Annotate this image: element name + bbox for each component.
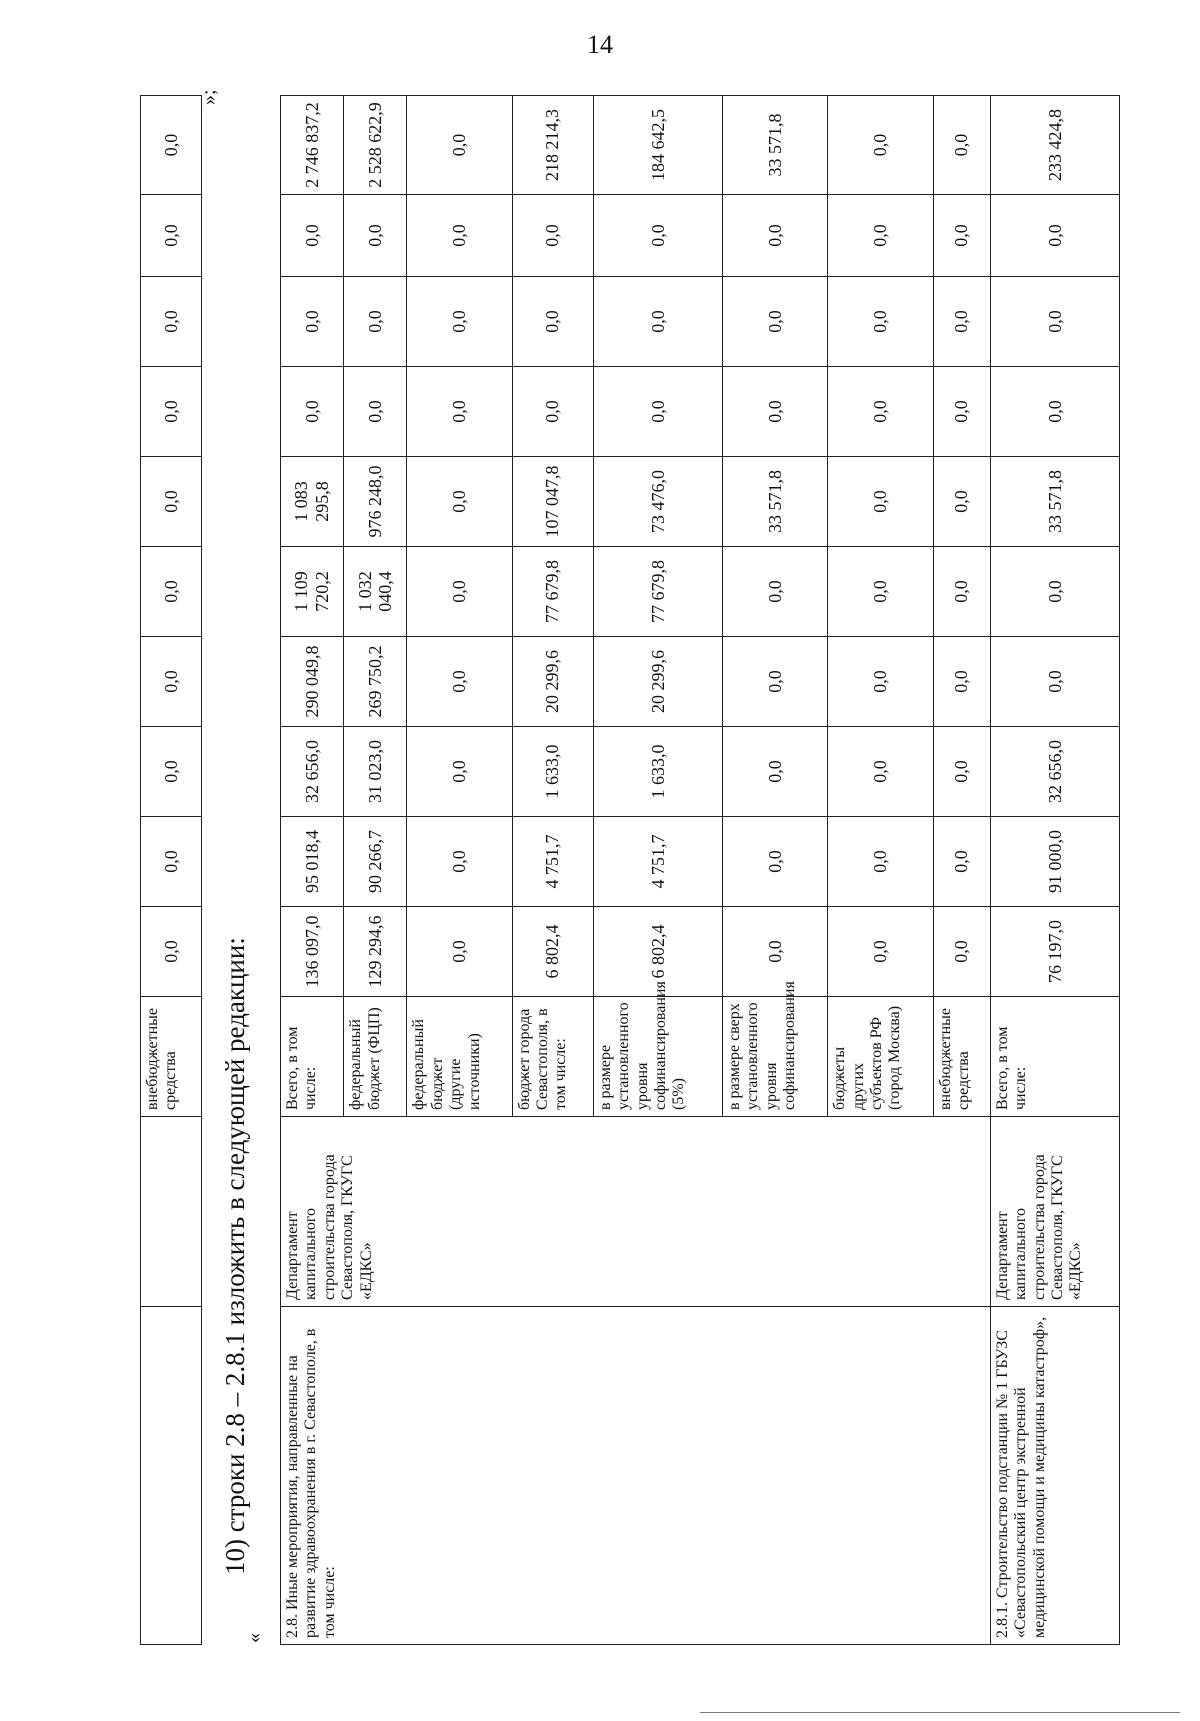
- item-description-cell: 2.8. Иные мероприятия, направленные на развитие здравоохранения в г. Севастополе, в том числе:: [281, 1307, 991, 1645]
- funding-source-cell: бюджет города Севастополя, в том числе:: [512, 997, 593, 1117]
- fragment-value: 0,0: [141, 457, 202, 547]
- year-value-cell: 0,0: [828, 817, 933, 907]
- year-value-cell: 0,0: [828, 907, 933, 997]
- year-value-cell: 0,0: [933, 907, 990, 997]
- total-value-cell: 0,0: [828, 96, 933, 195]
- year-value-cell: 76 197,0: [990, 907, 1119, 997]
- year-value-cell: 4 751,7: [593, 817, 722, 907]
- year-value-cell: 1 032 040,4: [344, 547, 407, 637]
- year-value-cell: 0,0: [990, 195, 1119, 277]
- year-value-cell: 20 299,6: [593, 637, 722, 727]
- year-value-cell: 6 802,4: [512, 907, 593, 997]
- year-value-cell: 0,0: [407, 547, 512, 637]
- year-value-cell: 0,0: [723, 727, 828, 817]
- year-value-cell: 90 266,7: [344, 817, 407, 907]
- year-value-cell: 0,0: [933, 637, 990, 727]
- year-value-cell: 0,0: [828, 727, 933, 817]
- year-value-cell: 0,0: [593, 367, 722, 457]
- page-number: 14: [587, 30, 613, 59]
- year-value-cell: 0,0: [407, 817, 512, 907]
- year-value-cell: 0,0: [593, 277, 722, 367]
- year-value-cell: 0,0: [593, 195, 722, 277]
- funding-source-cell: в размере сверх установленного уровня софинансирования: [723, 997, 828, 1117]
- year-value-cell: 269 750,2: [344, 637, 407, 727]
- fragment-value: 0,0: [141, 907, 202, 997]
- fragment-row: [141, 96, 202, 1645]
- executor-cell: Департамент капитального строительства города Севастополя, ГКУГС «ЕДКС»: [281, 1117, 991, 1307]
- year-value-cell: 6 802,4: [593, 907, 722, 997]
- year-value-cell: 0,0: [990, 547, 1119, 637]
- financing-table: [280, 95, 1120, 1645]
- funding-source-cell: бюджеты других субъектов РФ (город Москва): [828, 997, 933, 1117]
- year-value-cell: 95 018,4: [281, 817, 344, 907]
- year-value-cell: 0,0: [990, 277, 1119, 367]
- total-value-cell: 33 571,8: [723, 96, 828, 195]
- total-value-cell: 0,0: [933, 96, 990, 195]
- year-value-cell: 976 248,0: [344, 457, 407, 547]
- fragment-value: 0,0: [141, 96, 202, 195]
- closing-quote: »;: [198, 89, 220, 105]
- total-value-cell: 2 746 837,2: [281, 96, 344, 195]
- total-value-cell: 233 424,8: [990, 96, 1119, 195]
- year-value-cell: 4 751,7: [512, 817, 593, 907]
- year-value-cell: 0,0: [407, 907, 512, 997]
- year-value-cell: 32 656,0: [281, 727, 344, 817]
- year-value-cell: 0,0: [281, 195, 344, 277]
- year-value-cell: 0,0: [344, 367, 407, 457]
- year-value-cell: 0,0: [723, 637, 828, 727]
- opening-quote: «: [243, 1633, 265, 1643]
- year-value-cell: 0,0: [933, 817, 990, 907]
- total-value-cell: 2 528 622,9: [344, 96, 407, 195]
- fragment-item-cell: [141, 1307, 202, 1645]
- year-value-cell: 136 097,0: [281, 907, 344, 997]
- year-value-cell: 32 656,0: [990, 727, 1119, 817]
- year-value-cell: 0,0: [723, 907, 828, 997]
- year-value-cell: 0,0: [828, 457, 933, 547]
- year-value-cell: 0,0: [828, 367, 933, 457]
- funding-source-cell: внебюджетные средства: [933, 997, 990, 1117]
- amendment-heading: 10) строки 2.8 – 2.8.1 изложить в следующей редакции:: [220, 937, 250, 1575]
- year-value-cell: 0,0: [828, 637, 933, 727]
- previous-table-fragment: [140, 95, 202, 1645]
- year-value-cell: 77 679,8: [512, 547, 593, 637]
- fragment-value: 0,0: [141, 817, 202, 907]
- year-value-cell: 0,0: [512, 195, 593, 277]
- year-value-cell: 33 571,8: [990, 457, 1119, 547]
- year-value-cell: 0,0: [723, 277, 828, 367]
- year-value-cell: 0,0: [933, 277, 990, 367]
- year-value-cell: 1 633,0: [593, 727, 722, 817]
- rotated-landscape-page: [140, 89, 1140, 1645]
- footer-rule: [700, 1712, 1180, 1713]
- total-value-cell: 218 214,3: [512, 96, 593, 195]
- year-value-cell: 0,0: [723, 547, 828, 637]
- total-value-cell: 0,0: [407, 96, 512, 195]
- year-value-cell: 0,0: [723, 817, 828, 907]
- year-value-cell: 0,0: [407, 727, 512, 817]
- year-value-cell: 73 476,0: [593, 457, 722, 547]
- year-value-cell: 0,0: [990, 367, 1119, 457]
- year-value-cell: 0,0: [407, 195, 512, 277]
- year-value-cell: 107 047,8: [512, 457, 593, 547]
- year-value-cell: 31 023,0: [344, 727, 407, 817]
- funding-source-cell: в размере установленного уровня софинансирования (5%): [593, 997, 722, 1117]
- table-row: [990, 96, 1119, 1645]
- fragment-source-cell: внебюджетные средства: [141, 997, 202, 1117]
- year-value-cell: 0,0: [407, 277, 512, 367]
- year-value-cell: 290 049,8: [281, 637, 344, 727]
- year-value-cell: 0,0: [512, 277, 593, 367]
- year-value-cell: 0,0: [407, 367, 512, 457]
- fragment-value: 0,0: [141, 727, 202, 817]
- year-value-cell: 20 299,6: [512, 637, 593, 727]
- year-value-cell: 0,0: [933, 727, 990, 817]
- year-value-cell: 91 000,0: [990, 817, 1119, 907]
- year-value-cell: 33 571,8: [723, 457, 828, 547]
- total-value-cell: 184 642,5: [593, 96, 722, 195]
- year-value-cell: 0,0: [828, 547, 933, 637]
- year-value-cell: 0,0: [990, 637, 1119, 727]
- item-description-cell: 2.8.1. Строительство подстанции № 1 ГБУЗС «Севастопольский центр экстренной медицинской помощи и медицины катастроф»,: [990, 1307, 1119, 1645]
- funding-source-cell: Всего, в том числе:: [281, 997, 344, 1117]
- year-value-cell: 77 679,8: [593, 547, 722, 637]
- funding-source-cell: федеральный бюджет (другие источники): [407, 997, 512, 1117]
- year-value-cell: 0,0: [828, 195, 933, 277]
- funding-source-cell: федеральный бюджет (ФЦП): [344, 997, 407, 1117]
- year-value-cell: 0,0: [344, 277, 407, 367]
- year-value-cell: 0,0: [344, 195, 407, 277]
- fragment-executor-cell: [141, 1117, 202, 1307]
- year-value-cell: 0,0: [933, 547, 990, 637]
- year-value-cell: 1 109 720,2: [281, 547, 344, 637]
- year-value-cell: 0,0: [933, 195, 990, 277]
- fragment-value: 0,0: [141, 195, 202, 277]
- year-value-cell: 0,0: [933, 367, 990, 457]
- year-value-cell: 0,0: [407, 457, 512, 547]
- fragment-value: 0,0: [141, 547, 202, 637]
- year-value-cell: 1 083 295,8: [281, 457, 344, 547]
- table-row: [281, 96, 344, 1645]
- year-value-cell: 0,0: [723, 195, 828, 277]
- executor-cell: Департамент капитального строительства города Севастополя, ГКУГС «ЕДКС»: [990, 1117, 1119, 1307]
- funding-source-cell: Всего, в том числе:: [990, 997, 1119, 1117]
- year-value-cell: 0,0: [407, 637, 512, 727]
- fragment-value: 0,0: [141, 367, 202, 457]
- year-value-cell: 0,0: [281, 367, 344, 457]
- year-value-cell: 0,0: [512, 367, 593, 457]
- year-value-cell: 0,0: [281, 277, 344, 367]
- year-value-cell: 129 294,6: [344, 907, 407, 997]
- year-value-cell: 1 633,0: [512, 727, 593, 817]
- year-value-cell: 0,0: [723, 367, 828, 457]
- fragment-value: 0,0: [141, 637, 202, 727]
- year-value-cell: 0,0: [828, 277, 933, 367]
- year-value-cell: 0,0: [933, 457, 990, 547]
- fragment-value: 0,0: [141, 277, 202, 367]
